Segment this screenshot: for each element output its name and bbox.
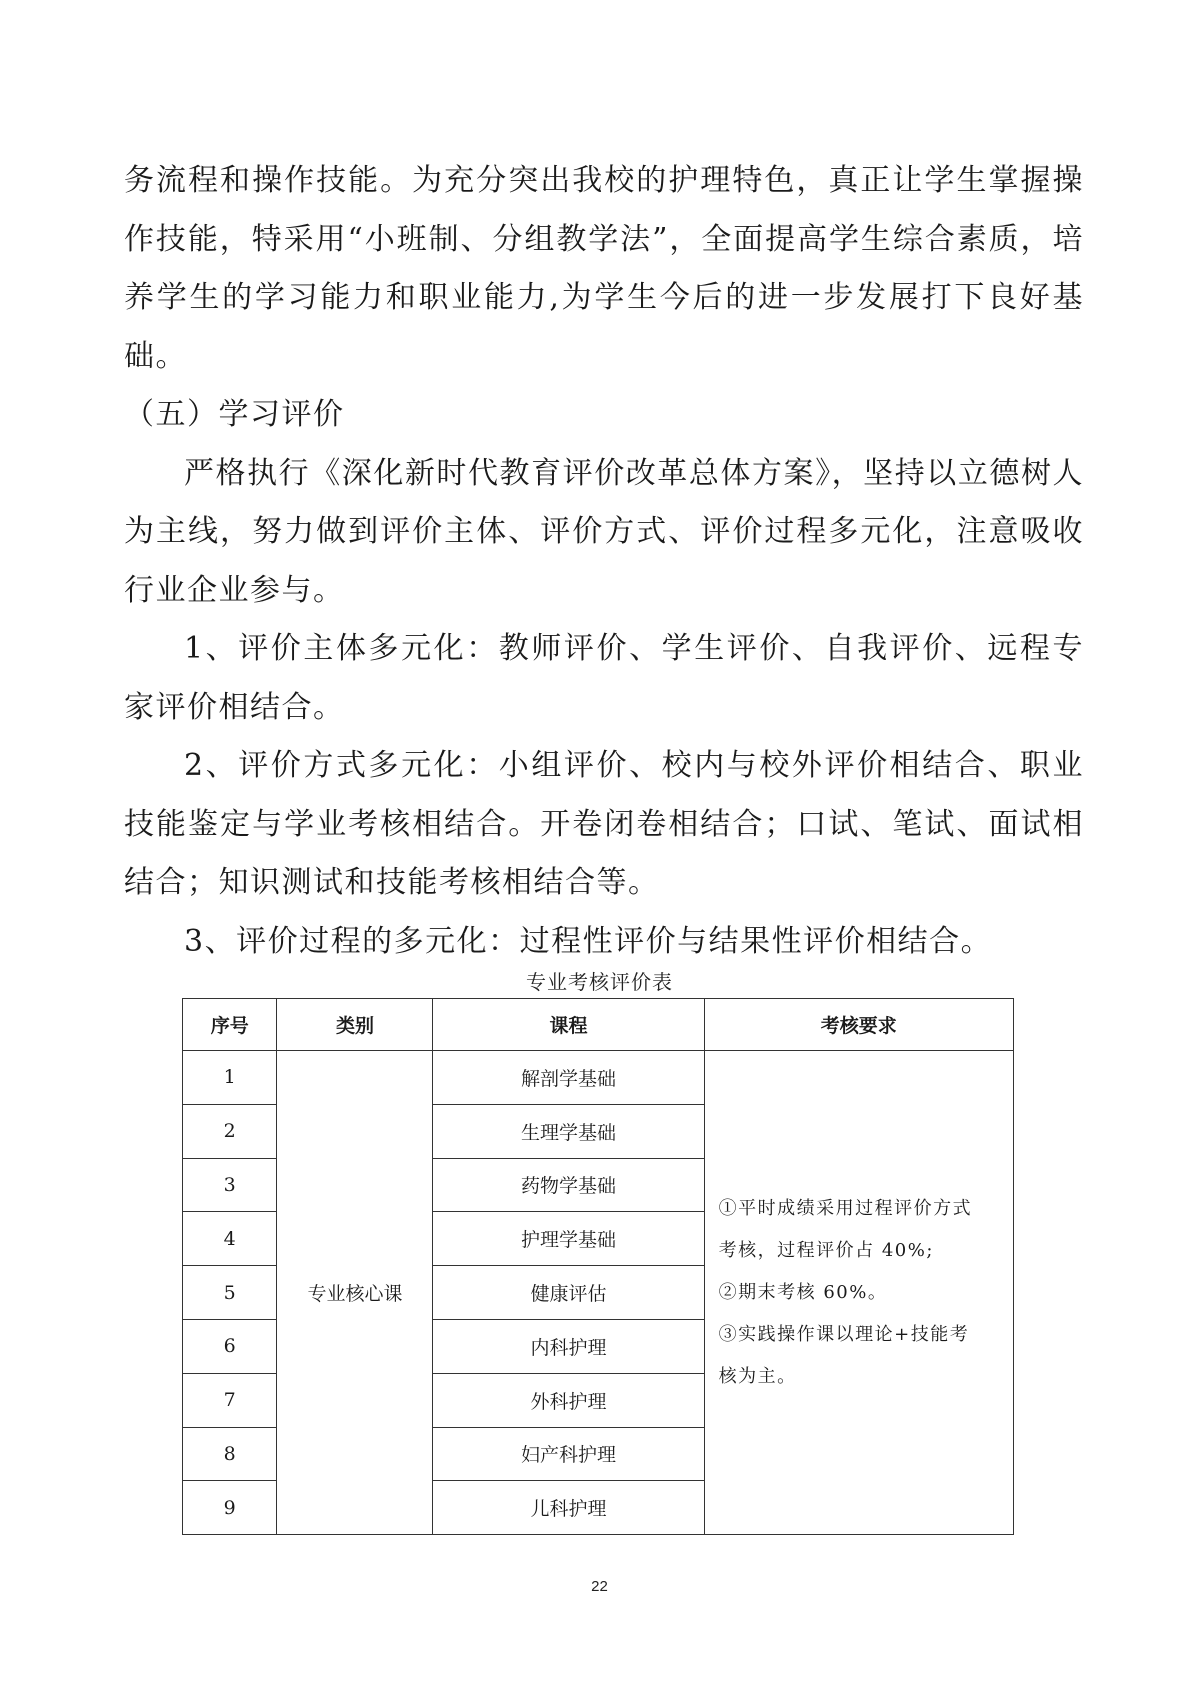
header-course: 课程 — [433, 999, 704, 1051]
requirement-line: ①平时成绩采用过程评价方式 — [718, 1197, 973, 1219]
cell-course: 健康评估 — [433, 1266, 704, 1320]
cell-course: 解剖学基础 — [433, 1051, 704, 1105]
requirement-line: 核为主。 — [718, 1365, 797, 1387]
cell-seq: 4 — [183, 1212, 277, 1266]
paragraph-continuation: 务流程和操作技能。为充分突出我校的护理特色，真正让学生掌握操作技能，特采用“小班制、分组教学法”，全面提高学生综合素质，培养学生的学习能力和职业能力,为学生今后的进一步发展打下良好基础。 — [124, 163, 1084, 374]
body-text — [124, 152, 1084, 971]
cell-seq: 8 — [183, 1427, 277, 1481]
paragraph-evaluation-process: 3、评价过程的多元化：过程性评价与结果性评价相结合。 — [184, 923, 993, 959]
cell-course: 妇产科护理 — [433, 1427, 704, 1481]
requirement-line: 考核，过程评价占 40%; — [718, 1239, 934, 1261]
cell-seq: 9 — [183, 1481, 277, 1535]
cell-course: 儿科护理 — [433, 1481, 704, 1535]
requirement-line: ②期末考核 60%。 — [718, 1281, 888, 1303]
section-heading-learning-evaluation: （五）学习评价 — [124, 397, 345, 432]
cell-course: 药物学基础 — [433, 1158, 704, 1212]
cell-seq: 3 — [183, 1158, 277, 1212]
header-category: 类别 — [277, 999, 433, 1051]
header-requirements: 考核要求 — [704, 999, 1013, 1051]
cell-seq: 7 — [183, 1373, 277, 1427]
table-caption: 专业考核评价表 — [526, 970, 673, 994]
table-row — [183, 1051, 1014, 1105]
cell-course: 生理学基础 — [433, 1104, 704, 1158]
cell-course: 外科护理 — [433, 1373, 704, 1427]
cell-course: 内科护理 — [433, 1319, 704, 1373]
paragraph-evaluation-plan: 严格执行《深化新时代教育评价改革总体方案》，坚持以立德树人为主线，努力做到评价主体、评价方式、评价过程多元化，注意吸收行业企业参与。 — [124, 455, 1084, 608]
cell-seq: 2 — [183, 1104, 277, 1158]
requirement-line: ③实践操作课以理论+技能考 — [718, 1323, 970, 1345]
cell-seq: 5 — [183, 1266, 277, 1320]
cell-requirements — [704, 1051, 1013, 1535]
paragraph-evaluation-methods: 2、评价方式多元化：小组评价、校内与校外评价相结合、职业技能鉴定与学业考核相结合。开卷闭卷相结合；口试、笔试、面试相结合；知识测试和技能考核相结合等。 — [124, 748, 1084, 900]
table-header-row — [183, 999, 1014, 1051]
cell-seq: 1 — [183, 1051, 277, 1105]
cell-category: 专业核心课 — [277, 1051, 433, 1535]
paragraph-evaluation-subjects: 1、评价主体多元化：教师评价、学生评价、自我评价、远程专家评价相结合。 — [124, 631, 1084, 725]
page-number: 22 — [591, 1578, 608, 1595]
header-seq: 序号 — [183, 999, 277, 1051]
cell-course: 护理学基础 — [433, 1212, 704, 1266]
cell-seq: 6 — [183, 1319, 277, 1373]
assessment-table — [182, 998, 1014, 1535]
